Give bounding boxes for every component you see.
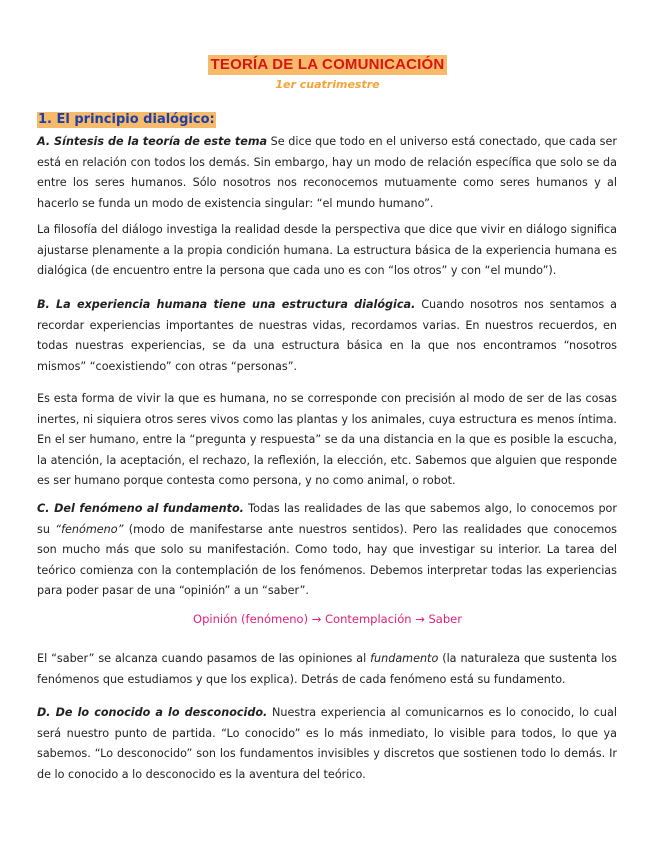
document-subtitle: 1er cuatrimestre — [275, 78, 380, 91]
paragraph-b2: Es esta forma de vivir la que es humana, no se corresponde con precisión al modo de ser de las cosas inertes, ni siquiera otros seres vivos como las plantas y los animales, cuya estructura es menos íntima. En el ser humano, entre la “pregunta y respuesta” se da una distancia en la que es posible la escucha, la atención, la aceptación, el rechazo, la reflexión, la elección, etc. Sabemos que alguien que responde es ser humano porque contesta como persona, y no como animal, o robot. — [37, 392, 617, 488]
text-c2b: (la naturaleza que sustenta los fenómenos que estudiamos y que los explica). Detrás de cada fenómeno está su fundamento. — [37, 652, 617, 686]
label-a: A. Síntesis de la teoría de este tema — [37, 135, 268, 149]
text-c1: Todas las realidades de las que sabemos algo, lo conocemos por su — [37, 502, 617, 536]
flow-line: Opinión (fenómeno) → Contemplación → Saber — [193, 612, 462, 626]
text-c2: (modo de manifestarse ante nuestros sentidos). Pero las realidades que conocemos son mucho más que solo su manifestación. Como todo, hay que investigar su interior. La tarea del teórico comienza con la contemplación de los fenómenos. Debemos interpretar todas las experiencias para poder pasar de una “opinión” a un “saber”. — [37, 522, 617, 598]
document-title: TEORÍA DE LA COMUNICACIÓN — [208, 55, 448, 75]
paragraph-d — [37, 703, 617, 785]
paragraph-a2: La filosofía del diálogo investiga la realidad desde la perspectiva que dice que vivir en diálogo significa ajustarse plenamente a la propia condición humana. La estructura básica de la experiencia humana es dialógica (de encuentro entre la persona que cada uno es con “los otros” y con “el mundo”). — [37, 223, 617, 278]
text-d: Nuestra experiencia al comunicarnos es lo conocido, lo cual será nuestro punto de partida. “Lo conocido” es lo más inmediato, lo visible para todos, lo que ya sabemos. “Lo desconocido” son los fundamentos invisibles y discretos que sostienen todo lo demás. Ir de lo conocido a lo desconocido es la aventura del teórico. — [37, 706, 617, 781]
title-wrap — [0, 54, 655, 75]
text-c2-italic: fundamento — [370, 652, 439, 666]
label-b: B. La experiencia humana tiene una estructura dialógica. — [37, 298, 416, 312]
text-c-italic: “fenómeno” — [55, 522, 124, 536]
paragraph-c2 — [37, 649, 617, 690]
label-c: C. Del fenómeno al fundamento. — [37, 502, 244, 516]
section-heading: 1. El principio dialógico: — [38, 112, 215, 127]
text-b: Cuando nosotros nos sentamos a recordar experiencias importantes de nuestras vidas, recordamos varias. En nuestros recuerdos, en todas nuestras experiencias, se da una estructura básica en la que nos encontramos “nosotros mismos” “coexistiendo” con otras “personas”. — [37, 298, 617, 373]
paragraph-b — [37, 295, 617, 377]
label-d: D. De lo conocido a lo desconocido. — [37, 706, 268, 720]
paragraph-a — [37, 132, 617, 214]
paragraph-c — [37, 499, 617, 602]
text-c2a: El “saber” se alcanza cuando pasamos de las opiniones al — [37, 652, 371, 666]
text-a: Se dice que todo en el universo está conectado, que cada ser está en relación con todos los demás. Sin embargo, hay un modo de relación específica que solo se da entre los seres humanos. Sólo nosotros nos reconocemos mutuamente como seres humanos y al hacerlo se funda un modo de existencia singular: “el mundo humano”. — [37, 135, 617, 210]
